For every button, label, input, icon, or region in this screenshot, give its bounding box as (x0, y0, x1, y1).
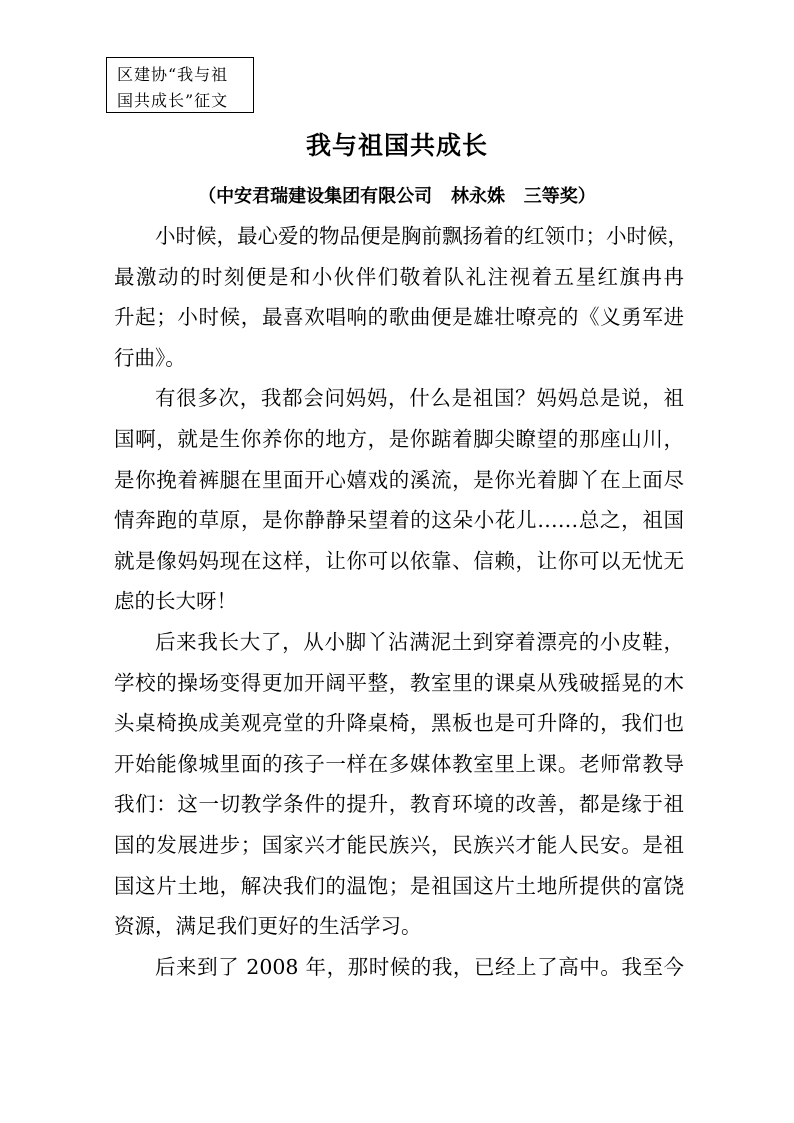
contest-label-box (106, 57, 254, 113)
text-line: 头桌椅换成美观亮堂的升降桌椅，黑板也是可升降的，我们也 (114, 711, 684, 736)
text-line: 情奔跑的草原，是你静静呆望着的这朵小花儿……总之，祖国 (114, 508, 684, 533)
text-line: 后来我长大了，从小脚丫沾满泥土到穿着漂亮的小皮鞋， (155, 629, 684, 654)
text-line: 后来到了 2008 年，那时候的我，已经上了高中。我至今 (155, 954, 684, 979)
text-line: 就是像妈妈现在这样，让你可以依靠、信赖，让你可以无忧无 (114, 548, 684, 573)
text-line: 有很多次，我都会问妈妈，什么是祖国？妈妈总是说，祖 (155, 386, 684, 411)
text-line: 我们：这一切教学条件的提升，教育环境的改善，都是缘于祖 (114, 792, 684, 817)
paragraph (114, 378, 684, 622)
paragraph (114, 622, 684, 947)
paragraph (114, 216, 688, 378)
text-line: 资源，满足我们更好的生活学习。 (114, 914, 422, 939)
contest-label-line-1: 区建协“我与祖 (117, 65, 229, 84)
text-line: 小时候，最心爱的物品便是胸前飘扬着的红领巾；小时候， (155, 224, 688, 248)
text-line: 国这片土地，解决我们的温饱；是祖国这片土地所提供的富饶 (114, 873, 684, 898)
text-line: 国啊，就是生你养你的地方，是你踮着脚尖瞭望的那座山川， (114, 426, 684, 451)
text-line: 学校的操场变得更加开阔平整，教室里的课桌从残破摇晃的木 (114, 670, 684, 695)
contest-label-line-2: 国共成长”征文 (117, 91, 229, 110)
text-line: 开始能像城里面的孩子一样在多媒体教室里上课。老师常教导 (114, 751, 684, 776)
author-byline: （中安君瑞建设集团有限公司 林永姝 三等奖） (198, 186, 596, 207)
text-line: 是你挽着裤腿在里面开心嬉戏的溪流，是你光着脚丫在上面尽 (114, 467, 684, 492)
text-line: 最激动的时刻便是和小伙伴们敬着队礼注视着五星红旗冉冉 (114, 264, 684, 289)
essay-title: 我与祖国共成长 (305, 131, 488, 160)
paragraph (114, 947, 684, 988)
text-line: 行曲》。 (114, 345, 186, 370)
text-line: 升起；小时候，最喜欢唱响的歌曲便是雄壮嘹亮的《义勇军进 (114, 305, 684, 330)
text-line: 虑的长大呀！ (114, 589, 237, 614)
essay-body (114, 216, 688, 987)
text-line: 国的发展进步；国家兴才能民族兴，民族兴才能人民安。是祖 (114, 832, 684, 857)
